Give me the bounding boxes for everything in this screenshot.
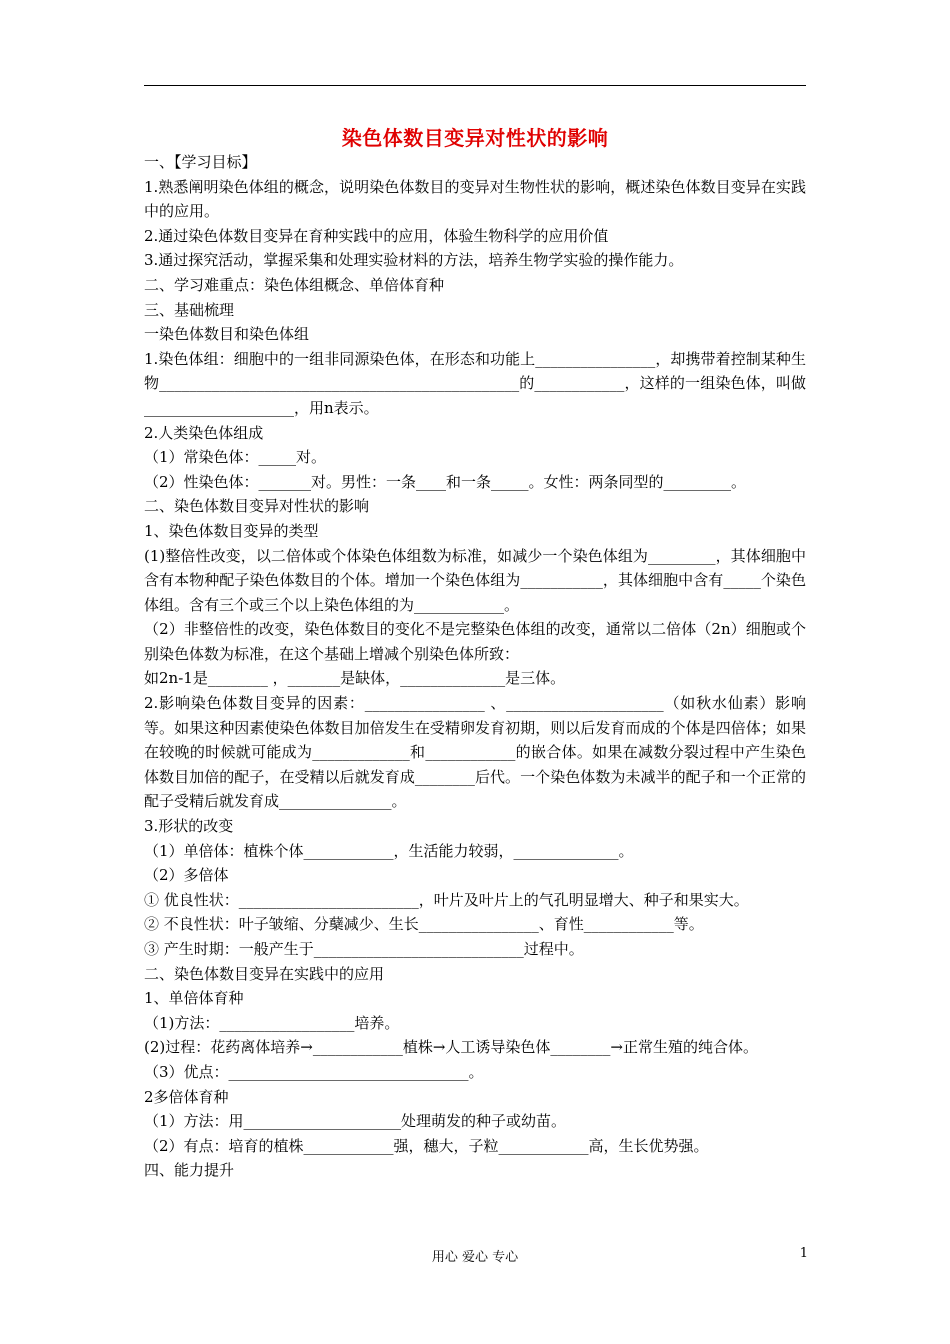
subsection-heading: 2多倍体育种 [144, 1087, 229, 1106]
paragraph: 1.染色体组：细胞中的一组非同源染色体，在形态和功能上________________，却携带着控制某种生物________________________________________________的____________，这样的一组染色体，叫做____________________，用n表示。 [144, 349, 806, 417]
paragraph: （1）常染色体：_____对。 [144, 448, 327, 467]
paragraph: (1)整倍性改变，以二倍体或个体染色体组数为标准，如减少一个染色体组为_________，其体细胞中含有本物种配子染色体数目的个体。增加一个染色体组为___________，其体细胞中含有_____个染色体组。含有三个或三个以上染色体组的为____________。 [144, 546, 806, 614]
paragraph: （2）非整倍性的改变，染色体数目的变化不是完整染色体组的改变，通常以二倍体（2n）细胞或个别染色体数为标准，在这个基础上增减个别染色体所致： [144, 620, 806, 663]
paragraph: （2）多倍体 [144, 866, 229, 885]
paragraph: （1）方法：用_____________________处理萌发的种子或幼苗。 [144, 1112, 567, 1131]
header-rule [144, 85, 806, 86]
subsection-heading: 一染色体数目和染色体组 [144, 325, 310, 344]
paragraph: 2.通过染色体数目变异在育种实践中的应用，体验生物科学的应用价值 [144, 226, 609, 245]
section-heading: 三、基础梳理 [144, 300, 235, 319]
paragraph: （2）有点：培育的植株____________强，穗大，子粒____________高，生长优势强。 [144, 1136, 709, 1155]
subsection-heading: 3.形状的改变 [144, 817, 234, 836]
footer-motto: 用心 爱心 专心 [431, 1250, 519, 1265]
paragraph: 如2n-1是________ ，_______是缺体，______________是三体。 [144, 669, 566, 688]
paragraph: 1.熟悉阐明染色体组的概念，说明染色体数目的变异对生物性状的影响，概述染色体数目变异在实践中的应用。 [144, 177, 806, 221]
section-heading: 二、学习难重点：染色体组概念、单倍体育种 [144, 275, 445, 294]
paragraph: （2）性染色体：_______对。男性：一条____和一条_____。女性：两条同型的_________。 [144, 472, 747, 491]
paragraph: ③ 产生时期：一般产生于____________________________过程中。 [144, 940, 584, 958]
paragraph: （3）优点：________________________________。 [144, 1062, 484, 1081]
paragraph: 3.通过探究活动，掌握采集和处理实验材料的方法，培养生物学实验的操作能力。 [144, 251, 684, 270]
paragraph: ① 优良性状：________________________，叶片及叶片上的气孔明显增大、种子和果实大。 [144, 890, 749, 909]
section-heading: 一、【学习目标】 [144, 153, 257, 171]
page-number: 1 [799, 1246, 808, 1261]
section-heading: 二、染色体数目变异对性状的影响 [144, 497, 370, 516]
paragraph: 2.影响染色体数目变异的因素：________________ 、_____________________（如秋水仙素）影响等。如果这种因素使染色体数目加倍发生在受精卵发育初期，则以后发育而成的个体是四倍体；如果在较晚的时候就可能成为_____________和____________的嵌合体。如果在减数分裂过程中产生染色体数目加倍的配子，在受精以后就发育成________后代。一个染色体数为未减半的配子和一个正常的配子受精后就发育成_______________。 [144, 694, 806, 811]
subsection-heading: 1、单倍体育种 [144, 989, 244, 1008]
paragraph: (2)过程：花药离体培养→____________植株→人工诱导染色体________→正常生殖的纯合体。 [144, 1038, 758, 1057]
document-body [144, 150, 806, 1183]
paragraph: （1）单倍体：植株个体____________，生活能力较弱，______________。 [144, 841, 634, 860]
subsection-heading: 2.人类染色体组成 [144, 423, 264, 442]
paragraph: （1)方法：__________________培养。 [144, 1013, 400, 1032]
subsection-heading: 1、染色体数目变异的类型 [144, 521, 319, 540]
paragraph: ② 不良性状：叶子皱缩、分蘖减少、生长________________、育性____________等。 [144, 915, 704, 934]
section-heading: 四、能力提升 [144, 1161, 235, 1180]
page-title: 染色体数目变异对性状的影响 [341, 126, 609, 150]
section-heading: 二、染色体数目变异在实践中的应用 [144, 964, 385, 983]
